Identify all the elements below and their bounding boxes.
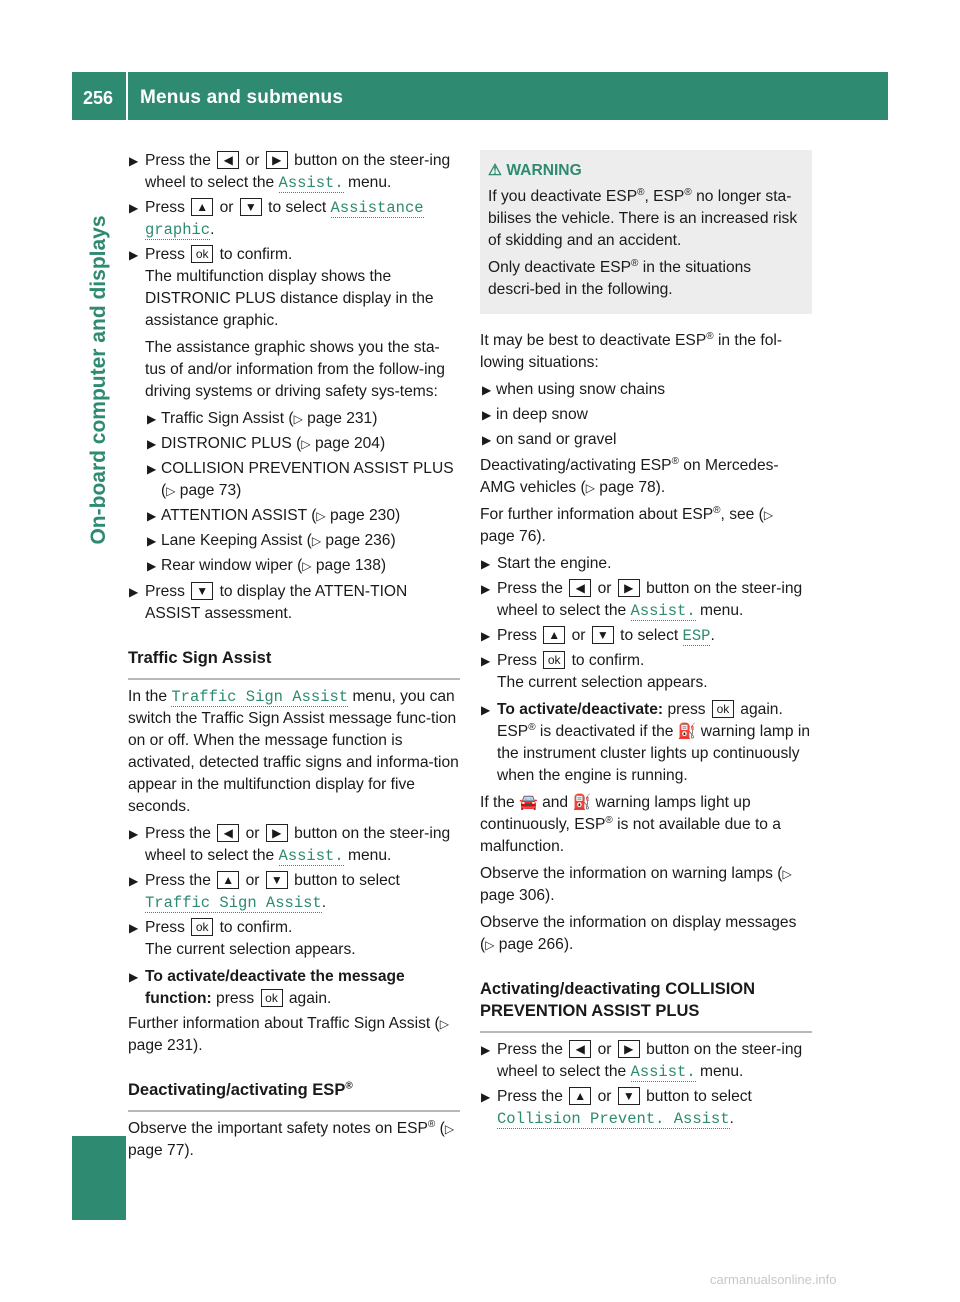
list-item xyxy=(145,433,460,455)
menu-esp: ESP xyxy=(682,627,711,645)
left-column xyxy=(128,150,460,1167)
text: . xyxy=(710,627,715,644)
step xyxy=(480,578,812,622)
page-ref: page 306). xyxy=(480,887,555,904)
page-ref: page 76). xyxy=(480,528,546,545)
page-ref-icon: ▷ xyxy=(301,437,311,451)
text: If you deactivate ESP xyxy=(488,188,638,205)
step-arrow-icon: ▶ xyxy=(129,921,139,935)
bold-text: To activate/deactivate the message function: xyxy=(145,968,405,1007)
right-key-icon: ▶ xyxy=(618,579,640,597)
paragraph xyxy=(480,330,812,374)
text: to confirm. xyxy=(571,652,645,669)
up-key-icon: ▲ xyxy=(217,871,239,889)
list-item xyxy=(145,505,460,527)
bullet-icon: ▶ xyxy=(147,509,157,523)
ok-key-icon: ok xyxy=(261,989,283,1007)
paragraph xyxy=(128,1013,460,1057)
step xyxy=(480,1086,812,1130)
bold-text: To activate/deactivate: xyxy=(497,701,664,718)
text: . xyxy=(210,221,215,238)
warning-box xyxy=(480,150,812,314)
text: on Mercedes-AMG vehicles ( xyxy=(480,457,779,496)
item-label: COLLISION PREVENTION ASSIST PLUS ( xyxy=(161,460,454,499)
warning-title-text: WARNING xyxy=(506,162,582,179)
text: is deactivated if the xyxy=(539,723,674,740)
warning-icon: ⚠ xyxy=(488,162,502,179)
text: menu. xyxy=(699,602,744,619)
bullet-icon: ▶ xyxy=(147,462,157,476)
side-marker-block xyxy=(72,1136,126,1220)
text: It may be best to deactivate ESP xyxy=(480,332,707,349)
page-ref-icon: ▷ xyxy=(293,412,303,426)
step xyxy=(480,650,812,694)
step-arrow-icon: ▶ xyxy=(481,654,491,668)
paragraph xyxy=(480,792,812,858)
step-arrow-icon: ▶ xyxy=(129,827,139,841)
text: menu. xyxy=(347,847,392,864)
text: no longer sta-bilises the vehicle. There is an increased risk of skidding and an accident. xyxy=(488,188,798,249)
registered-mark: ® xyxy=(706,330,714,342)
text: Press the xyxy=(145,152,211,169)
item-label: in deep snow xyxy=(496,406,588,423)
down-key-icon: ▼ xyxy=(240,198,262,216)
text: button on the steer-ing wheel to select the xyxy=(497,580,803,619)
text: Press the xyxy=(497,580,563,597)
text: again. xyxy=(288,990,332,1007)
text: button on the steer-ing wheel to select the xyxy=(145,152,451,191)
text: to select xyxy=(620,627,679,644)
page-ref: page 266). xyxy=(498,936,574,953)
text: in the fol-lowing situations: xyxy=(480,332,783,371)
text: menu. xyxy=(347,174,392,191)
text: ESP xyxy=(497,723,529,740)
warning-title xyxy=(488,160,802,182)
registered-mark: ® xyxy=(713,504,721,516)
menu-assist: Assist. xyxy=(630,602,696,620)
paragraph xyxy=(480,863,812,907)
text: In the xyxy=(128,688,168,705)
down-key-icon: ▼ xyxy=(618,1087,640,1105)
menu-assistance-graphic: Assistance graphic xyxy=(145,199,424,239)
ok-key-icon: ok xyxy=(543,651,565,669)
text: or xyxy=(245,872,260,889)
page-ref-icon: ▷ xyxy=(439,1017,449,1031)
bullet-icon: ▶ xyxy=(147,559,157,573)
step-arrow-icon: ▶ xyxy=(481,1043,491,1057)
step-arrow-icon: ▶ xyxy=(481,629,491,643)
page-ref: page 77). xyxy=(128,1142,194,1159)
page-ref-icon: ▷ xyxy=(444,1122,455,1136)
step xyxy=(128,244,460,577)
step xyxy=(480,1039,812,1083)
item-label: Lane Keeping Assist ( xyxy=(161,532,312,549)
section-heading-esp xyxy=(128,1079,460,1112)
registered-mark: ® xyxy=(345,1080,353,1092)
side-tab xyxy=(72,120,126,640)
text: , see ( xyxy=(720,506,764,523)
up-key-icon: ▲ xyxy=(543,626,565,644)
item-label: Rear window wiper ( xyxy=(161,557,303,574)
page-ref-icon: ▷ xyxy=(782,867,792,881)
list-item xyxy=(480,379,812,401)
menu-assist: Assist. xyxy=(630,1063,696,1081)
item-label: Traffic Sign Assist ( xyxy=(161,410,294,427)
text: . xyxy=(729,1110,734,1127)
item-label: when using snow chains xyxy=(496,381,666,398)
page-number: 256 xyxy=(82,88,114,108)
step-arrow-icon: ▶ xyxy=(481,703,491,717)
step-arrow-icon: ▶ xyxy=(481,557,491,571)
registered-mark: ® xyxy=(631,257,639,269)
step xyxy=(480,699,812,787)
text: Press the xyxy=(497,1041,563,1058)
text: For further information about ESP xyxy=(480,506,714,523)
step-arrow-icon: ▶ xyxy=(129,201,139,215)
text: button on the steer-ing wheel to select the xyxy=(145,825,451,864)
up-key-icon: ▲ xyxy=(569,1087,591,1105)
step-arrow-icon: ▶ xyxy=(129,970,139,984)
page-ref-icon: ▷ xyxy=(311,534,322,548)
text: button to select xyxy=(294,872,400,889)
text: or xyxy=(597,1088,612,1105)
list-item xyxy=(480,404,812,426)
registered-mark: ® xyxy=(427,1118,436,1130)
item-label: ATTENTION ASSIST ( xyxy=(161,507,317,524)
text: press xyxy=(216,990,255,1007)
registered-mark: ® xyxy=(684,186,692,198)
text: or xyxy=(571,627,586,644)
section-heading-traffic-sign-assist: Traffic Sign Assist xyxy=(128,647,460,680)
text: menu, you can switch the Traffic Sign Assist message func-tion on or off. When the message function is activated, detected traffic signs and informa-tion appear in the multifunction display for five seconds. xyxy=(128,688,459,815)
text: Press the xyxy=(497,1088,563,1105)
text: in the situations descri-bed in the following. xyxy=(488,259,752,298)
text: Press the xyxy=(145,872,211,889)
text: Press xyxy=(145,919,185,936)
paragraph: The current selection appears. xyxy=(145,941,356,958)
text: Press xyxy=(497,627,537,644)
step xyxy=(480,553,812,575)
text: and xyxy=(542,794,569,811)
registered-mark: ® xyxy=(605,814,613,826)
page-ref-icon: ▷ xyxy=(302,559,312,573)
footer-watermark: carmanualsonline.info xyxy=(710,1272,837,1287)
list-item xyxy=(480,429,812,451)
left-key-icon: ◀ xyxy=(217,151,239,169)
page-ref-icon: ▷ xyxy=(763,508,774,522)
paragraph xyxy=(480,912,812,956)
bullet-icon: ▶ xyxy=(147,437,157,451)
text: to confirm. xyxy=(219,246,293,263)
text: . xyxy=(321,894,327,911)
down-key-icon: ▼ xyxy=(191,582,213,600)
down-key-icon: ▼ xyxy=(266,871,288,889)
right-key-icon: ▶ xyxy=(266,824,288,842)
systems-list xyxy=(145,408,460,577)
text: , ESP xyxy=(644,188,685,205)
bullet-icon: ▶ xyxy=(482,433,492,447)
text: or xyxy=(245,152,260,169)
step xyxy=(128,870,460,914)
left-key-icon: ◀ xyxy=(217,824,239,842)
bullet-icon: ▶ xyxy=(482,408,492,422)
page-ref: page 138) xyxy=(315,557,387,574)
heading-text: Deactivating/activating ESP xyxy=(128,1081,346,1099)
down-key-icon: ▼ xyxy=(592,626,614,644)
paragraph: The current selection appears. xyxy=(497,674,708,691)
list-item xyxy=(145,408,460,430)
step xyxy=(480,625,812,647)
step xyxy=(128,150,460,194)
menu-traffic-sign-assist: Traffic Sign Assist xyxy=(145,894,322,912)
paragraph xyxy=(488,257,802,301)
text: Deactivating/activating ESP xyxy=(480,457,672,474)
esp-off-warning-lamp-icon: ⛽ xyxy=(572,794,592,811)
left-key-icon: ◀ xyxy=(569,1040,591,1058)
bullet-icon: ▶ xyxy=(147,534,157,548)
right-key-icon: ▶ xyxy=(618,1040,640,1058)
text: Start the engine. xyxy=(497,555,612,572)
paragraph: The multifunction display shows the DISTRONIC PLUS distance display in the assistance graphic. xyxy=(145,268,434,329)
paragraph xyxy=(480,455,812,499)
item-label: on sand or gravel xyxy=(496,431,617,448)
ok-key-icon: ok xyxy=(191,918,213,936)
up-key-icon: ▲ xyxy=(191,198,213,216)
paragraph xyxy=(488,186,802,252)
menu-traffic-sign-assist: Traffic Sign Assist xyxy=(171,688,349,706)
step-arrow-icon: ▶ xyxy=(129,874,139,888)
page-ref: page 236) xyxy=(325,532,396,549)
text: or xyxy=(597,1041,612,1058)
step-arrow-icon: ▶ xyxy=(481,1090,491,1104)
text: to select xyxy=(268,199,327,216)
registered-mark: ® xyxy=(637,186,645,198)
side-tab-label: On-board computer and displays xyxy=(87,215,110,545)
text: or xyxy=(597,580,612,597)
bullet-icon: ▶ xyxy=(147,412,157,426)
list-item xyxy=(145,530,460,552)
step-arrow-icon: ▶ xyxy=(129,154,139,168)
text: button to select xyxy=(646,1088,752,1105)
paragraph: The assistance graphic shows you the sta-tus of and/or information from the follow-ing driving systems or driving safety sys-tems: xyxy=(145,339,445,400)
text: Press xyxy=(497,652,537,669)
section-heading-collision-prevention: Activating/deactivating COLLISION PREVENTION ASSIST PLUS xyxy=(480,978,812,1033)
step-arrow-icon: ▶ xyxy=(481,582,491,596)
menu-collision-prevent-assist: Collision Prevent. Assist xyxy=(497,1110,730,1128)
esp-warning-lamp-icon: 🚘 xyxy=(519,794,538,811)
item-label: DISTRONIC PLUS ( xyxy=(161,435,302,452)
step xyxy=(128,917,460,961)
paragraph: Observe the important safety notes on ESP® (▷ page 77). xyxy=(128,1118,455,1159)
step xyxy=(128,197,460,241)
esp-off-warning-lamp-icon: ⛽ xyxy=(677,723,697,740)
page-ref-icon: ▷ xyxy=(585,481,595,495)
ok-key-icon: ok xyxy=(191,245,213,263)
text: Observe the important safety notes on ESP xyxy=(128,1120,428,1137)
header-divider xyxy=(126,72,128,120)
right-key-icon: ▶ xyxy=(266,151,288,169)
text: again. xyxy=(740,701,783,718)
registered-mark: ® xyxy=(671,455,679,467)
ok-key-icon: ok xyxy=(712,700,734,718)
list-item xyxy=(145,555,460,577)
menu-assist: Assist. xyxy=(278,174,344,192)
step-arrow-icon: ▶ xyxy=(129,248,139,262)
page-ref: page 231). xyxy=(128,1037,203,1054)
list-item xyxy=(145,458,460,502)
page-ref: page 204) xyxy=(314,435,386,452)
text: to confirm. xyxy=(219,919,293,936)
text: Press xyxy=(145,583,185,600)
text: If the xyxy=(480,794,515,811)
text: Observe the information on display messages ( xyxy=(480,914,797,953)
right-column xyxy=(480,150,812,1133)
paragraph xyxy=(497,721,812,787)
text: warning lamps light up continuously, ESP xyxy=(480,794,751,833)
text: is not available due to a malfunction. xyxy=(480,816,781,855)
page-title: Menus and submenus xyxy=(140,87,344,108)
text: Press the xyxy=(145,825,211,842)
step xyxy=(128,581,460,625)
text: button on the steer-ing wheel to select the xyxy=(497,1041,803,1080)
page-ref: page 231) xyxy=(307,410,378,427)
menu-assist: Assist. xyxy=(278,847,344,865)
page-ref: page 73) xyxy=(179,482,242,499)
text: Only deactivate ESP xyxy=(488,259,632,276)
left-key-icon: ◀ xyxy=(569,579,591,597)
paragraph xyxy=(128,686,460,818)
page-ref-icon: ▷ xyxy=(485,938,495,952)
page-ref: page 230) xyxy=(329,507,401,524)
page-ref-icon: ▷ xyxy=(316,509,326,523)
page-ref: page 78). xyxy=(599,479,666,496)
text: Press xyxy=(145,246,185,263)
text: or xyxy=(219,199,234,216)
step-arrow-icon: ▶ xyxy=(129,585,139,599)
text: to display the ATTEN-TION ASSIST assessment. xyxy=(145,583,408,622)
text: Observe the information on warning lamps ( xyxy=(480,865,783,882)
text: menu. xyxy=(699,1063,744,1080)
text: Press xyxy=(145,199,185,216)
text: press xyxy=(667,701,706,718)
text: or xyxy=(245,825,260,842)
bullet-icon: ▶ xyxy=(482,383,492,397)
step xyxy=(128,966,460,1010)
registered-mark: ® xyxy=(528,721,536,733)
situations-list xyxy=(480,379,812,451)
step xyxy=(128,823,460,867)
text: warning lamp in the instrument cluster lights up continuously when the engine is running. xyxy=(497,723,811,784)
text: Further information about Traffic Sign Assist ( xyxy=(128,1015,440,1032)
page-ref-icon: ▷ xyxy=(166,484,176,498)
paragraph xyxy=(480,504,812,548)
